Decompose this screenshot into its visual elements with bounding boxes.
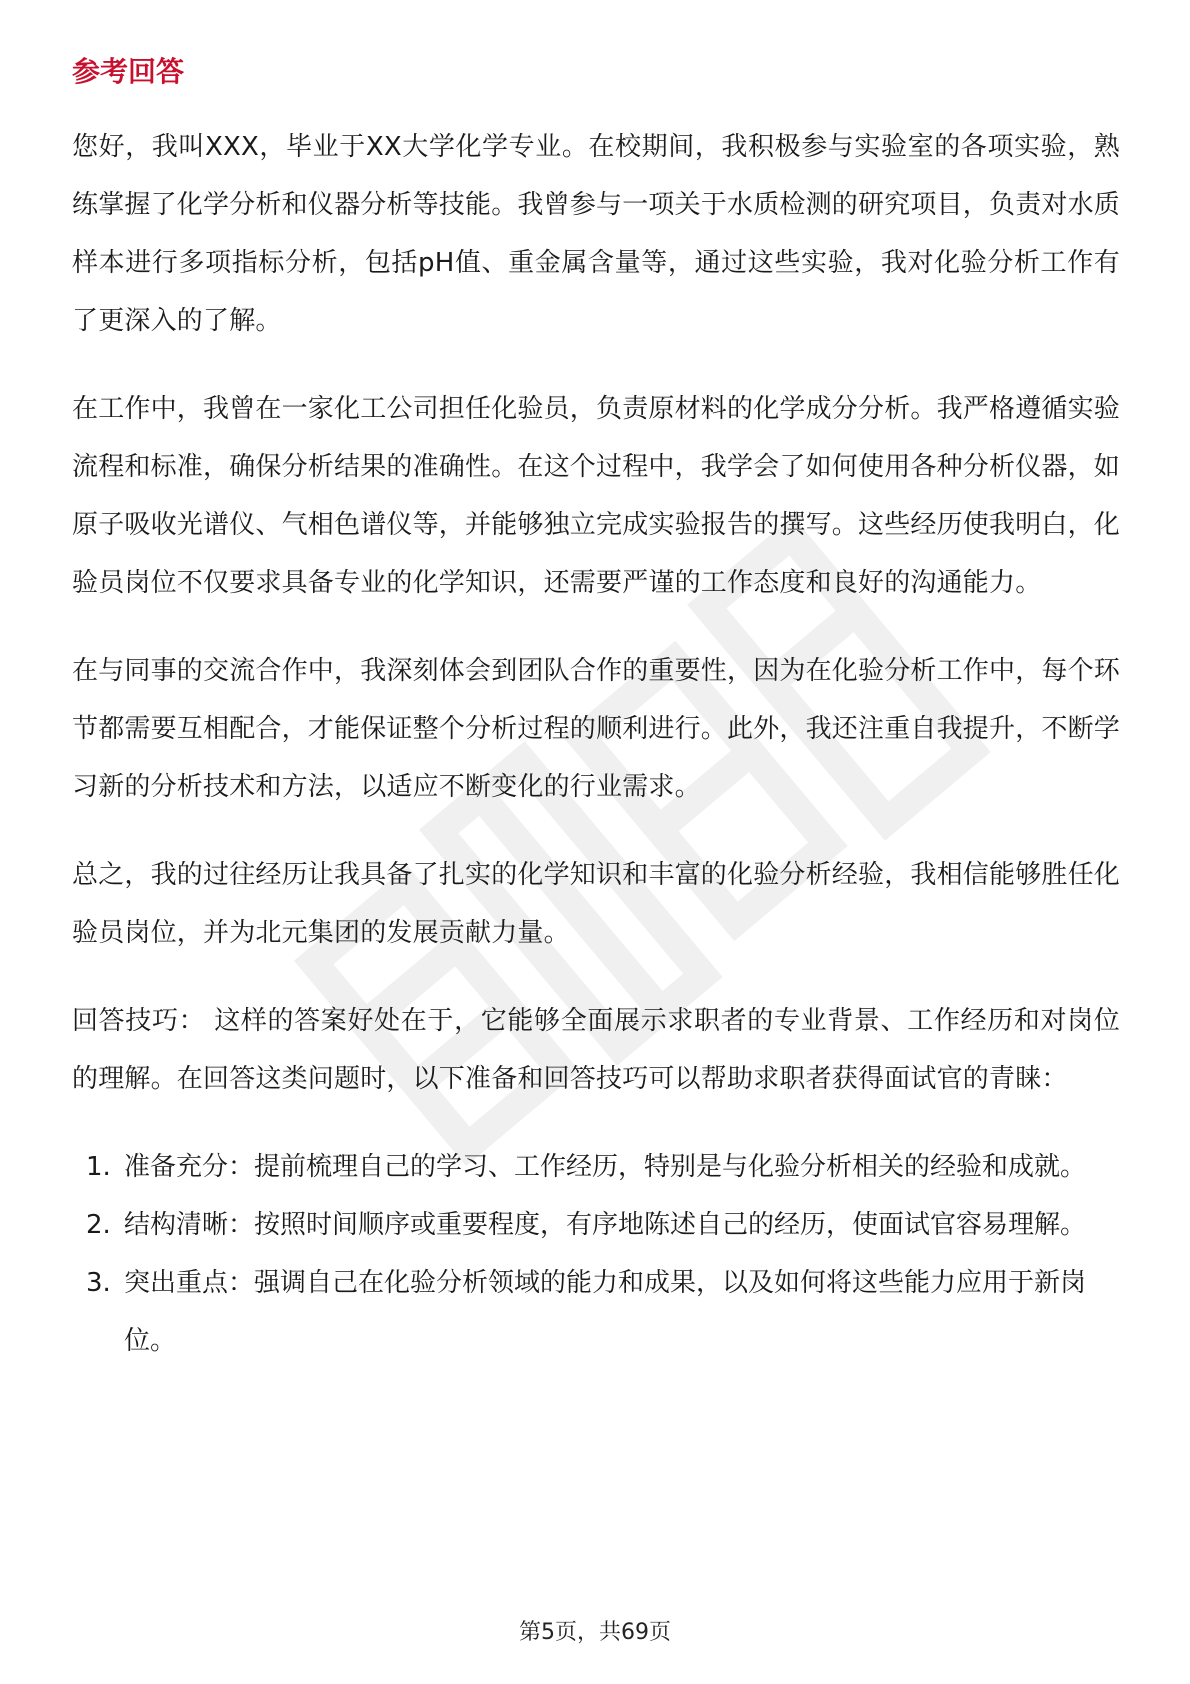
list-item [72,1138,1120,1196]
paragraph-work-experience: 在工作中，我曾在一家化工公司担任化验员，负责原材料的化学成分分析。我严格遵循实验流程和标准，确保分析结果的准确性。在这个过程中，我学会了如何使用各种分析仪器，如原子吸收光谱仪、气相色谱仪等，并能够独立完成实验报告的撰写。这些经历使我明白，化验员岗位不仅要求具备专业的化学知识，还需要严谨的工作态度和良好的沟通能力。 [72,394,1121,598]
paragraph-intro: 您好，我叫XXX，毕业于XX大学化学专业。在校期间，我积极参与实验室的各项实验，熟练掌握了化学分析和仪器分析等技能。我曾参与一项关于水质检测的研究项目，负责对水质样本进行多项指标分析，包括pH值、重金属含量等，通过这些实验，我对化验分析工作有了更深入的了解。 [72,132,1121,336]
list-item [72,1254,1120,1370]
paragraph-answer-tips: 回答技巧： 这样的答案好处在于，它能够全面展示求职者的专业背景、工作经历和对岗位的理解。在回答这类问题时，以下准备和回答技巧可以帮助求职者获得面试官的青睐： [72,1006,1121,1094]
list-item-number: 1. [86,1152,111,1182]
list-item-text: 准备充分：提前梳理自己的学习、工作经历，特别是与化验分析相关的经验和成就。 [124,1152,1087,1182]
list-item-number: 2. [86,1210,111,1240]
list-item-text: 结构清晰：按照时间顺序或重要程度，有序地陈述自己的经历，使面试官容易理解。 [124,1210,1087,1240]
tips-list [72,1138,1120,1370]
section-heading: 参考回答 [72,55,185,88]
page-number-footer: 第5页，共69页 [519,1620,671,1645]
paragraph-teamwork: 在与同事的交流合作中，我深刻体会到团队合作的重要性，因为在化验分析工作中，每个环节都需要互相配合，才能保证整个分析过程的顺利进行。此外，我还注重自我提升，不断学习新的分析技术和方法，以适应不断变化的行业需求。 [72,656,1121,802]
answer-body [72,118,1120,1370]
list-item-text: 突出重点：强调自己在化验分析领域的能力和成果，以及如何将这些能力应用于新岗位。 [124,1268,1087,1356]
paragraph-summary: 总之，我的过往经历让我具备了扎实的化学知识和丰富的化验分析经验，我相信能够胜任化验员岗位，并为北元集团的发展贡献力量。 [72,860,1121,948]
list-item [72,1196,1120,1254]
list-item-number: 3. [86,1268,111,1298]
